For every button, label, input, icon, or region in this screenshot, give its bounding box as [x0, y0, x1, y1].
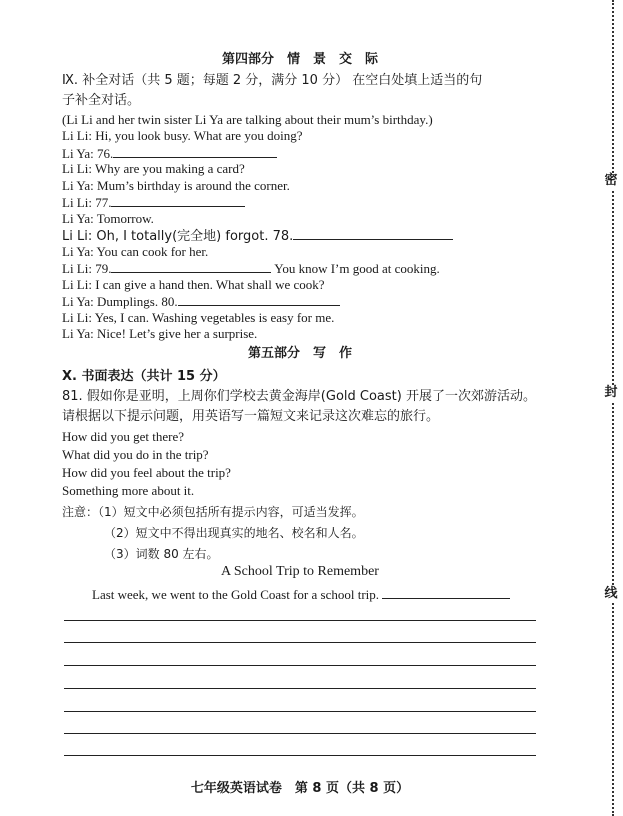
- section10-title: Ⅹ. 书面表达（共计 15 分）: [62, 369, 226, 384]
- binding-dotted-line: [612, 0, 614, 816]
- answer-blank-76[interactable]: [113, 145, 277, 158]
- writing-line[interactable]: [64, 733, 536, 734]
- dialogue-line: Li Ya: Dumplings. 80.: [62, 293, 340, 310]
- dialogue-line: Li Ya: Nice! Let’s give her a surprise.: [62, 326, 258, 341]
- writing-line[interactable]: [64, 711, 536, 712]
- prompt-question: How did you get there?: [62, 429, 185, 444]
- writing-line[interactable]: [64, 688, 536, 689]
- dialogue-line: Li Li: Oh, I totally(完全地) forgot. 78.: [62, 227, 453, 245]
- essay-title: A School Trip to Remember: [221, 564, 379, 579]
- prompt-question: How did you feel about the trip?: [62, 465, 231, 480]
- essay-first-line-blank[interactable]: [382, 586, 510, 599]
- answer-blank-79[interactable]: [111, 260, 271, 273]
- dialogue-line: Li Li: Yes, I can. Washing vegetables is easy for me.: [62, 310, 335, 325]
- dialogue-line: Li Ya: 76.: [62, 145, 277, 162]
- part4-heading: 第四部分 情 景 交 际: [221, 52, 378, 67]
- note-line: （3）词数 80 左右。: [104, 547, 219, 561]
- section9-title-line1: Ⅸ. 补全对话（共 5 题；每题 2 分，满分 10 分） 在空白处填上适当的句: [62, 73, 483, 88]
- note-line: 注意：（1）短文中必须包括所有提示内容，可适当发挥。: [62, 505, 364, 519]
- writing-prompt-line2: 请根据以下提示问题，用英语写一篇短文来记录这次难忘的旅行。: [62, 409, 440, 424]
- writing-line[interactable]: [64, 755, 536, 756]
- page-footer: 七年级英语试卷 第 8 页（共 8 页）: [190, 781, 410, 796]
- prompt-question: What did you do in the trip?: [62, 447, 209, 462]
- dialogue-line: Li Ya: You can cook for her.: [62, 244, 209, 259]
- dialogue-line: Li Li: Hi, you look busy. What are you doing?: [62, 128, 303, 143]
- dialogue-line: Li Li: I can give a hand then. What shall we cook?: [62, 277, 325, 292]
- margin-mark-xian: 线: [604, 586, 618, 601]
- dialogue-intro: (Li Li and her twin sister Li Ya are talking about their mum’s birthday.): [62, 112, 433, 127]
- answer-blank-77[interactable]: [111, 194, 245, 207]
- writing-line[interactable]: [64, 620, 536, 621]
- dialogue-line: Li Ya: Mum’s birthday is around the corner.: [62, 178, 290, 193]
- writing-prompt-line1: 81. 假如你是亚明，上周你们学校去黄金海岸(Gold Coast) 开展了一次郊游活动。: [62, 389, 536, 404]
- answer-blank-78[interactable]: [293, 227, 453, 240]
- binding-margin: [604, 0, 618, 816]
- essay-start: Last week, we went to the Gold Coast for a school trip.: [92, 586, 510, 603]
- dialogue-line: Li Li: 77.: [62, 194, 245, 211]
- dialogue-line: Li Li: Why are you making a card?: [62, 161, 245, 176]
- dialogue-line: Li Li: 79. You know I’m good at cooking.: [62, 261, 440, 276]
- section9-title-line2: 子补全对话。: [62, 93, 141, 108]
- dialogue-line: Li Ya: Tomorrow.: [62, 211, 154, 226]
- margin-mark-feng: 封: [604, 385, 618, 400]
- answer-blank-80[interactable]: [178, 293, 340, 306]
- prompt-question: Something more about it.: [62, 483, 195, 498]
- writing-line[interactable]: [64, 642, 536, 643]
- part5-heading: 第五部分 写 作: [247, 346, 352, 361]
- note-line: （2）短文中不得出现真实的地名、校名和人名。: [104, 526, 364, 540]
- writing-line[interactable]: [64, 665, 536, 666]
- margin-mark-mi: 密: [604, 173, 618, 188]
